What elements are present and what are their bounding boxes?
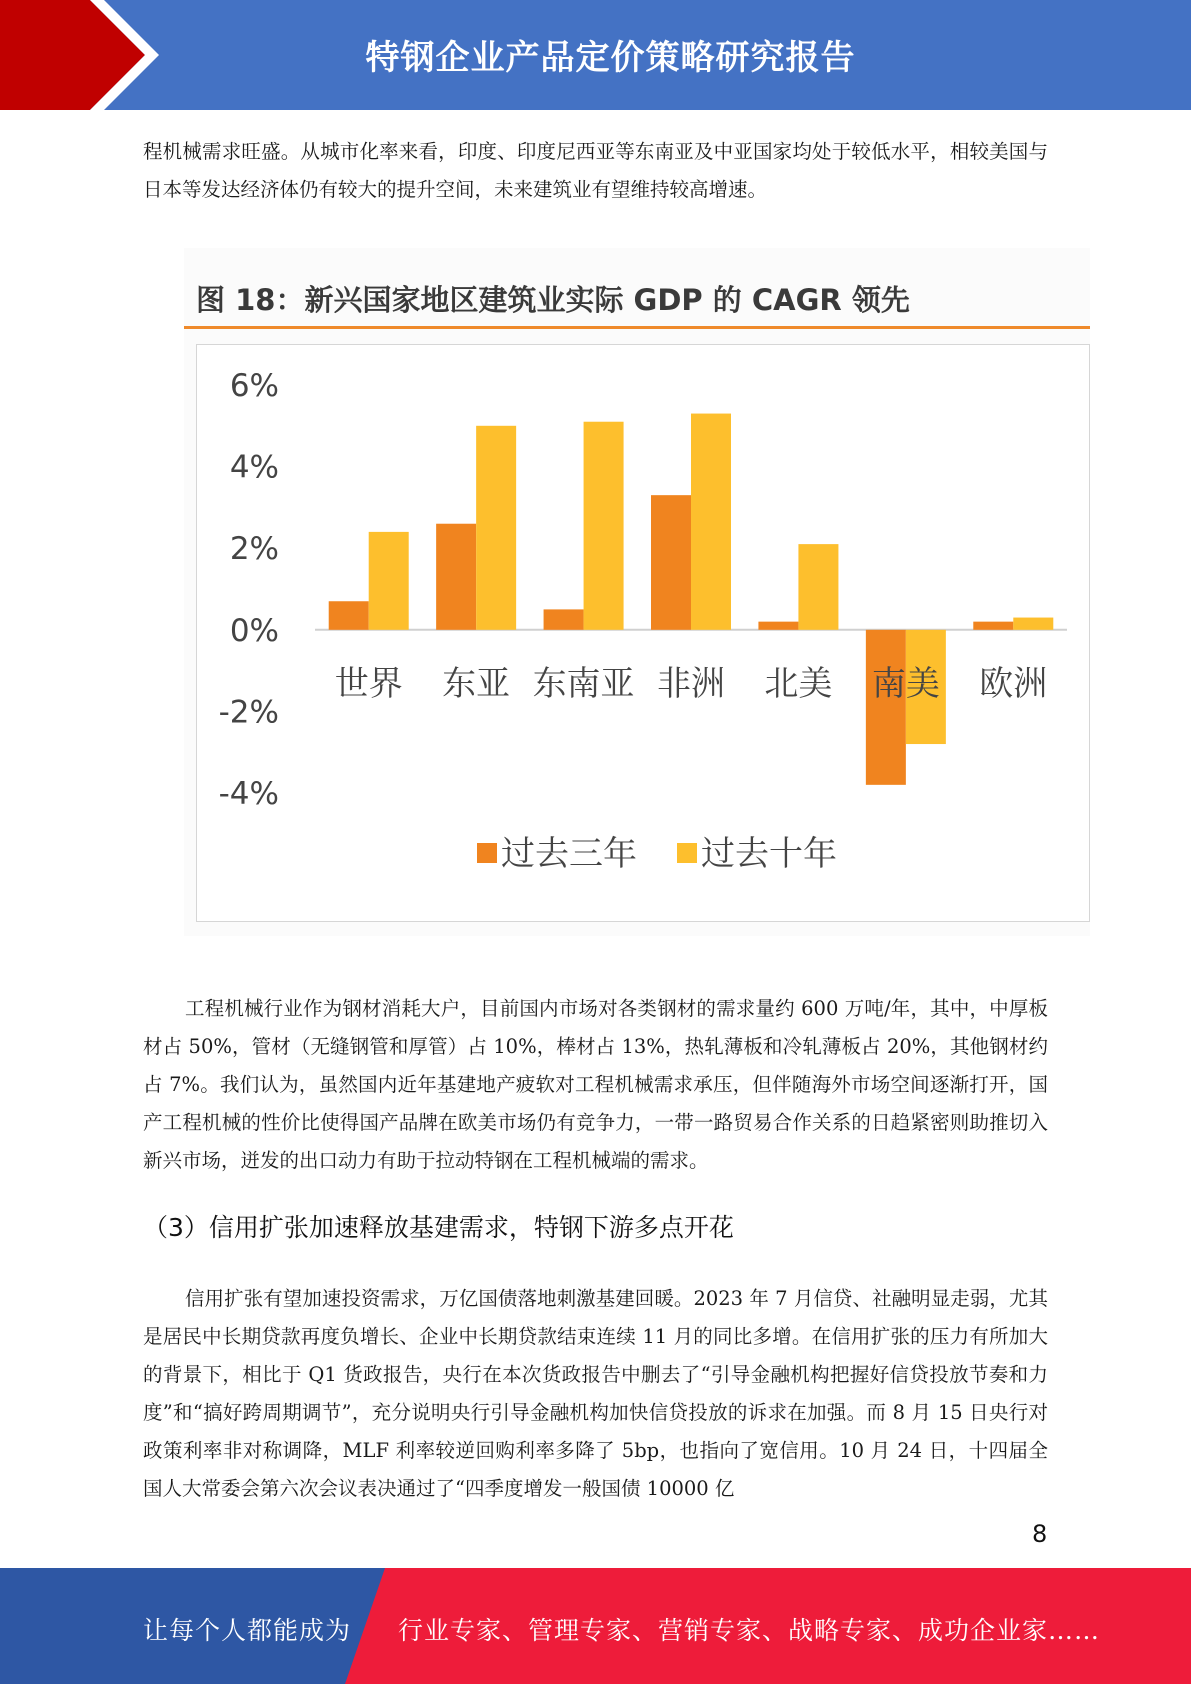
y-tick-label: 6%: [229, 368, 279, 404]
bar-past-3y: [329, 601, 369, 630]
y-tick-label: 2%: [229, 531, 279, 568]
footer-slogan-right: 行业专家、管理专家、营销专家、战略专家、成功企业家……: [398, 1616, 1101, 1645]
page-footer: [0, 1568, 1191, 1684]
bar-past-10y: [584, 422, 624, 630]
section-heading: （3）信用扩张加速释放基建需求，特钢下游多点开花: [143, 1213, 734, 1242]
bar-chart: [197, 345, 1091, 923]
figure-title: 图 18：新兴国家地区建筑业实际 GDP 的 CAGR 领先: [196, 283, 910, 317]
bar-past-3y: [651, 495, 691, 630]
page-number: 8: [1032, 1520, 1048, 1548]
x-category-label: 南美: [871, 663, 940, 704]
y-tick-label: 4%: [229, 449, 279, 486]
legend-label: 过去三年: [501, 834, 637, 874]
x-category-label: 东南亚: [532, 663, 635, 704]
bar-past-10y: [1013, 618, 1053, 630]
x-category-label: 世界: [334, 663, 403, 704]
x-category-label: 欧洲: [979, 663, 1048, 704]
bar-past-3y: [436, 524, 476, 630]
header-title: 特钢企业产品定价策略研究报告: [365, 38, 856, 78]
x-category-label: 非洲: [657, 663, 725, 704]
chart-frame: [196, 344, 1090, 922]
legend-swatch: [477, 843, 497, 863]
page-header: [0, 0, 1191, 110]
figure-title-rule: [184, 326, 1090, 329]
legend-label: 过去十年: [701, 834, 837, 874]
y-tick-label: -4%: [218, 776, 279, 812]
x-category-label: 东亚: [442, 663, 511, 704]
bar-past-10y: [798, 544, 838, 630]
bar-past-10y: [369, 532, 409, 630]
y-tick-label: 0%: [229, 612, 279, 649]
figure-18: [184, 248, 1090, 936]
bar-past-3y: [866, 630, 906, 785]
bar-past-3y: [544, 609, 584, 629]
y-tick-label: -2%: [218, 694, 279, 731]
bar-past-3y: [758, 622, 798, 630]
bar-past-3y: [973, 622, 1013, 630]
legend-swatch: [677, 843, 697, 863]
x-category-label: 北美: [764, 663, 833, 704]
body-paragraph-3: 信用扩张有望加速投资需求，万亿国债落地刺激基建回暖。2023 年 7 月信贷、社融明显走弱，尤其是居民中长期贷款再度负增长、企业中长期贷款结束连续 11 月的同比多增。在信用扩张的压力有所加大的背景下，相比于 Q1 货政报告，央行在本次货政报告中删去了“引导金融机构把握好信贷投放节奏和力度”和“搞好跨周期调节”，充分说明央行引导金融机构加快信贷投放的诉求在加强。而 8 月 15 日央行对政策利率非对称调降，MLF 利率较逆回购利率多降了 5bp，也指向了宽信用。10 月 24 日，十四届全国人大常委会第六次会议表决通过了“四季度增发一般国债 10000 亿: [143, 1287, 1048, 1500]
body-paragraph-1: 程机械需求旺盛。从城市化率来看，印度、印度尼西亚等东南亚及中亚国家均处于较低水平，相较美国与日本等发达经济体仍有较大的提升空间，未来建筑业有望维持较高增速。: [143, 140, 1048, 201]
bar-past-10y: [691, 414, 731, 630]
bar-past-10y: [476, 426, 516, 630]
footer-slogan-left: 让每个人都能成为: [143, 1616, 352, 1645]
body-paragraph-2: 工程机械行业作为钢材消耗大户，目前国内市场对各类钢材的需求量约 600 万吨/年，其中，中厚板材占 50%，管材（无缝钢管和厚管）占 10%，棒材占 13%，热轧薄板和冷轧薄板占 20%，其他钢材约占 7%。我们认为，虽然国内近年基建地产疲软对工程机械需求承压，但伴随海外市场空间逐渐打开，国产工程机械的性价比使得国产品牌在欧美市场仍有竞争力，一带一路贸易合作关系的日趋紧密则助推切入新兴市场，迸发的出口动力有助于拉动特钢在工程机械端的需求。: [143, 997, 1048, 1172]
